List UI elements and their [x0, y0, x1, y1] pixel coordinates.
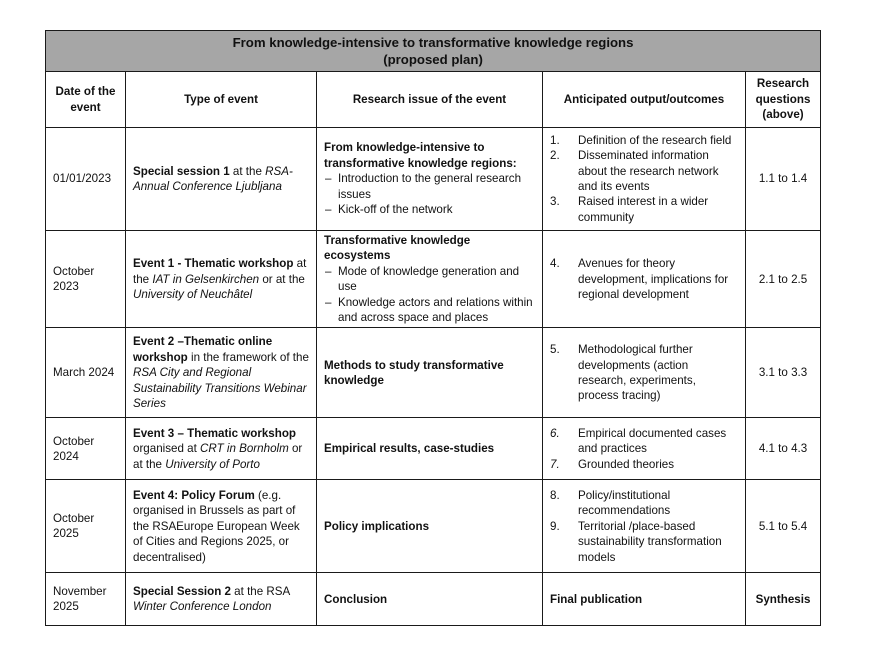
research-issue-title: Empirical results, case-studies: [324, 442, 495, 456]
outcome-item: [550, 342, 738, 404]
event-type-text: in the framework of the: [187, 350, 309, 364]
research-questions-cell: [746, 480, 821, 573]
research-issue-title: Policy implications: [324, 519, 430, 533]
table-row: [46, 480, 821, 573]
event-type-cell: [126, 231, 317, 328]
outcome-item: [550, 194, 738, 225]
table-row: [46, 418, 821, 480]
outcome-item: [550, 488, 738, 519]
event-type-text: or at the: [259, 272, 305, 286]
event-type-text: CRT in Bornholm: [200, 442, 289, 456]
research-questions: 1.1 to 1.4: [758, 172, 808, 186]
research-questions-cell: [746, 231, 821, 328]
event-type-text: Event 2 –Thematic online workshop: [133, 335, 273, 364]
research-issue-cell: [317, 231, 543, 328]
outcomes-cell: [543, 418, 746, 480]
outcome-text: Final publication: [550, 592, 643, 606]
research-issue-title: From knowledge-intensive to transformative knowledge regions:: [324, 141, 517, 170]
outcomes-list: [550, 488, 738, 565]
event-date: March 2024: [53, 366, 115, 380]
table-row: [46, 231, 821, 328]
event-type-text: Event 3 – Thematic workshop: [133, 426, 297, 440]
outcome-text: Raised interest in a wider community: [578, 195, 709, 224]
event-type-text: Special session 1: [133, 164, 230, 178]
research-questions: 4.1 to 4.3: [758, 442, 808, 456]
outcomes-cell: [543, 573, 746, 626]
event-type-text: or at the: [133, 442, 303, 471]
outcome-item: [550, 133, 738, 148]
research-issue-item: – Introduction to the general research issues: [324, 171, 535, 202]
outcome-text: Avenues for theory development, implications for regional development: [578, 257, 729, 301]
event-type-text: at the RSA: [230, 585, 290, 599]
research-questions: 2.1 to 2.5: [758, 272, 808, 286]
table-row: [46, 128, 821, 231]
research-issue-title: Methods to study transformative knowledge: [324, 358, 504, 387]
event-type-text: Event 4: Policy Forum: [133, 488, 255, 502]
outcome-text: Empirical documented cases and practices: [578, 426, 727, 456]
outcomes-list: [550, 256, 738, 302]
outcome-number: 8.: [550, 488, 560, 502]
plan-table: [45, 30, 821, 626]
research-issue-title: Conclusion: [324, 592, 388, 606]
event-type-text: at the: [229, 164, 266, 178]
event-date: November 2025: [53, 585, 107, 614]
outcome-number: 5.: [550, 343, 560, 357]
event-type-cell: [126, 418, 317, 480]
table-title-line2: (proposed plan): [383, 52, 483, 67]
event-date: 01/01/2023: [53, 172, 112, 186]
event-date: October 2025: [53, 512, 95, 541]
event-type-text: (e.g. organised in Brussels as part of the RSAEurope European Week of Cities and Regions 2025, or decentralised): [133, 488, 300, 564]
event-type-cell: [126, 328, 317, 418]
outcome-text: Grounded theories: [578, 457, 675, 471]
event-type-cell: [126, 128, 317, 231]
event-type-cell: [126, 480, 317, 573]
event-date: October 2024: [53, 434, 95, 463]
event-type-text: Winter Conference London: [133, 600, 272, 614]
outcomes-cell: [543, 231, 746, 328]
event-type-text: organised at: [133, 442, 201, 456]
header-row: [46, 72, 821, 128]
research-questions: 3.1 to 3.3: [758, 366, 808, 380]
header-issue: Research issue of the event: [317, 72, 543, 128]
outcome-item: [550, 256, 738, 302]
header-type: Type of event: [126, 72, 317, 128]
outcomes-list: [550, 342, 738, 404]
event-date-cell: [46, 418, 126, 480]
research-questions-cell: [746, 328, 821, 418]
outcome-text: Methodological further developments (action research, experiments, process tracing): [578, 343, 696, 403]
research-issue-list: [324, 264, 535, 326]
outcome-number: 6.: [550, 426, 560, 440]
research-issue-list: [324, 171, 535, 217]
event-date-cell: [46, 328, 126, 418]
table-title-line1: From knowledge-intensive to transformative knowledge regions: [232, 35, 634, 50]
event-type-text: IAT in Gelsenkirchen: [152, 272, 260, 286]
research-questions-cell: [746, 418, 821, 480]
outcomes-cell: [543, 128, 746, 231]
event-type-text: at the: [133, 257, 307, 286]
event-type-text: RSA-Annual Conference Ljubljana: [133, 164, 293, 193]
research-issue-cell: [317, 573, 543, 626]
outcome-number: 9.: [550, 519, 560, 533]
outcome-number: 2.: [550, 149, 560, 163]
outcome-text: Territorial /place-based sustainability transformation models: [578, 519, 722, 564]
header-output: Anticipated output/outcomes: [543, 72, 746, 128]
outcome-number: 1.: [550, 133, 560, 147]
outcomes-cell: [543, 480, 746, 573]
header-date: Date of the event: [46, 72, 126, 128]
event-type-text: University of Neuchâtel: [133, 287, 253, 301]
title-row: [46, 31, 821, 72]
event-date-cell: [46, 128, 126, 231]
research-issue-item: – Kick-off of the network: [324, 202, 535, 217]
event-type-text: University of Porto: [165, 457, 260, 471]
outcome-item: [550, 457, 738, 472]
event-date-cell: [46, 573, 126, 626]
research-issue-cell: [317, 128, 543, 231]
outcome-item: [550, 426, 738, 457]
outcome-number: 3.: [550, 195, 560, 209]
outcome-item: [550, 519, 738, 565]
research-questions: 5.1 to 5.4: [758, 519, 808, 533]
event-date: October 2023: [53, 264, 95, 294]
outcome-item: [550, 148, 738, 194]
outcome-text: Definition of the research field: [578, 133, 732, 147]
event-type-text: RSA City and Regional Sustainability Transitions Webinar Series: [133, 366, 307, 411]
outcome-number: 4.: [550, 257, 560, 271]
outcomes-list: [550, 133, 738, 225]
outcomes-cell: [543, 328, 746, 418]
table-row: [46, 328, 821, 418]
research-issue-item: – Knowledge actors and relations within and across space and places: [324, 295, 535, 326]
event-date-cell: [46, 480, 126, 573]
event-type-cell: [126, 573, 317, 626]
research-issue-cell: [317, 418, 543, 480]
table-title: [46, 31, 821, 72]
table-row: [46, 573, 821, 626]
research-issue-cell: [317, 480, 543, 573]
research-questions-cell: [746, 128, 821, 231]
event-type-text: Special Session 2: [133, 585, 231, 599]
research-issue-title: Transformative knowledge ecosystems: [324, 234, 471, 263]
outcome-text: Disseminated information about the research network and its events: [578, 149, 719, 193]
research-issue-item: – Mode of knowledge generation and use: [324, 264, 535, 295]
research-questions-cell: [746, 573, 821, 626]
research-issue-cell: [317, 328, 543, 418]
outcome-text: Policy/institutional recommendations: [578, 488, 671, 518]
research-questions: Synthesis: [755, 592, 811, 606]
header-questions: Research questions (above): [746, 72, 821, 128]
event-date-cell: [46, 231, 126, 328]
event-type-text: Event 1 - Thematic workshop: [133, 257, 294, 271]
outcomes-list: [550, 426, 738, 472]
outcome-number: 7.: [550, 457, 560, 471]
